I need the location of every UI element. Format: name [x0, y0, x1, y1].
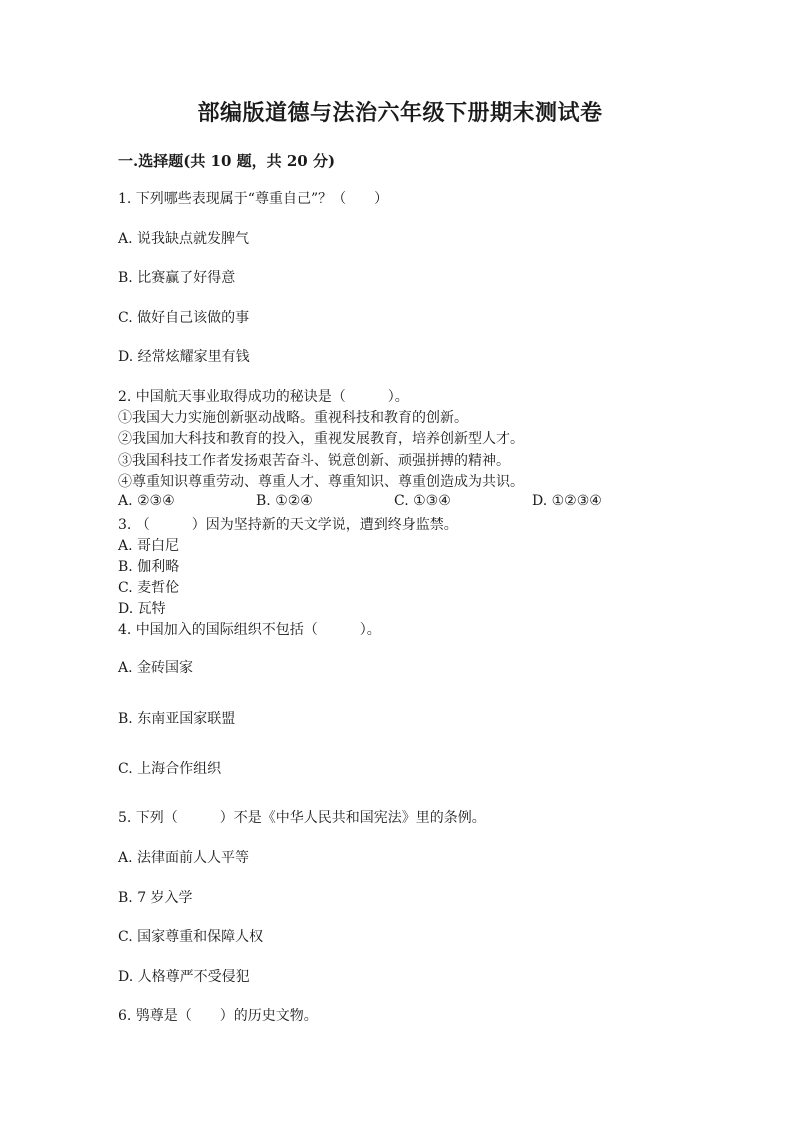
question-1-option-b: B. 比赛赢了好得意	[118, 270, 236, 286]
question-1-option-c: C. 做好自己该做的事	[118, 310, 250, 326]
question-2-option-c: C. ①③④	[394, 493, 451, 509]
question-2-option-a: A. ②③④	[118, 493, 175, 509]
question-1-stem: 1. 下列哪些表现属于“尊重自己”？（ ）	[118, 191, 389, 207]
question-6-stem: 6. 鸮尊是（ ）的历史文物。	[118, 1008, 318, 1024]
question-2-statement-3: ③我国科技工作者发扬艰苦奋斗、锐意创新、顽强拼搏的精神。	[118, 453, 510, 469]
page-title: 部编版道德与法治六年级下册期末测试卷	[197, 100, 603, 126]
question-5-option-a: A. 法律面前人人平等	[118, 850, 250, 866]
question-2-option-d: D. ①②③④	[532, 493, 602, 509]
question-3-option-b: B. 伽利略	[118, 559, 180, 575]
question-4-option-c: C. 上海合作组织	[118, 761, 222, 777]
question-2-statement-4: ④尊重知识尊重劳动、尊重人才、尊重知识、尊重创造成为共识。	[118, 474, 524, 490]
question-2-statement-2: ②我国加大科技和教育的投入，重视发展教育，培养创新型人才。	[118, 431, 524, 447]
question-2-stem: 2. 中国航天事业取得成功的秘诀是（ ）。	[118, 389, 409, 405]
question-5-stem: 5. 下列（ ）不是《中华人民共和国宪法》里的条例。	[118, 810, 486, 826]
question-3-option-a: A. 哥白尼	[118, 538, 180, 554]
question-5-option-b: B. 7 岁入学	[118, 890, 193, 906]
question-1-option-d: D. 经常炫耀家里有钱	[118, 349, 250, 365]
question-2-statement-1: ①我国大力实施创新驱动战略。重视科技和教育的创新。	[118, 410, 468, 426]
question-1-option-a: A. 说我缺点就发脾气	[118, 231, 250, 247]
question-3-option-c: C. 麦哲伦	[118, 580, 180, 596]
question-4-option-a: A. 金砖国家	[118, 660, 194, 676]
question-5-option-c: C. 国家尊重和保障人权	[118, 929, 264, 945]
question-5-option-d: D. 人格尊严不受侵犯	[118, 969, 250, 985]
section-heading: 一.选择题(共 10 题，共 20 分)	[118, 152, 336, 170]
question-3-stem: 3. （ ）因为坚持新的天文学说，遭到终身监禁。	[118, 517, 458, 533]
question-4-stem: 4. 中国加入的国际组织不包括（ ）。	[118, 622, 381, 638]
question-2-option-b: B. ①②④	[256, 493, 313, 509]
question-3-option-d: D. 瓦特	[118, 601, 166, 617]
question-4-option-b: B. 东南亚国家联盟	[118, 711, 236, 727]
